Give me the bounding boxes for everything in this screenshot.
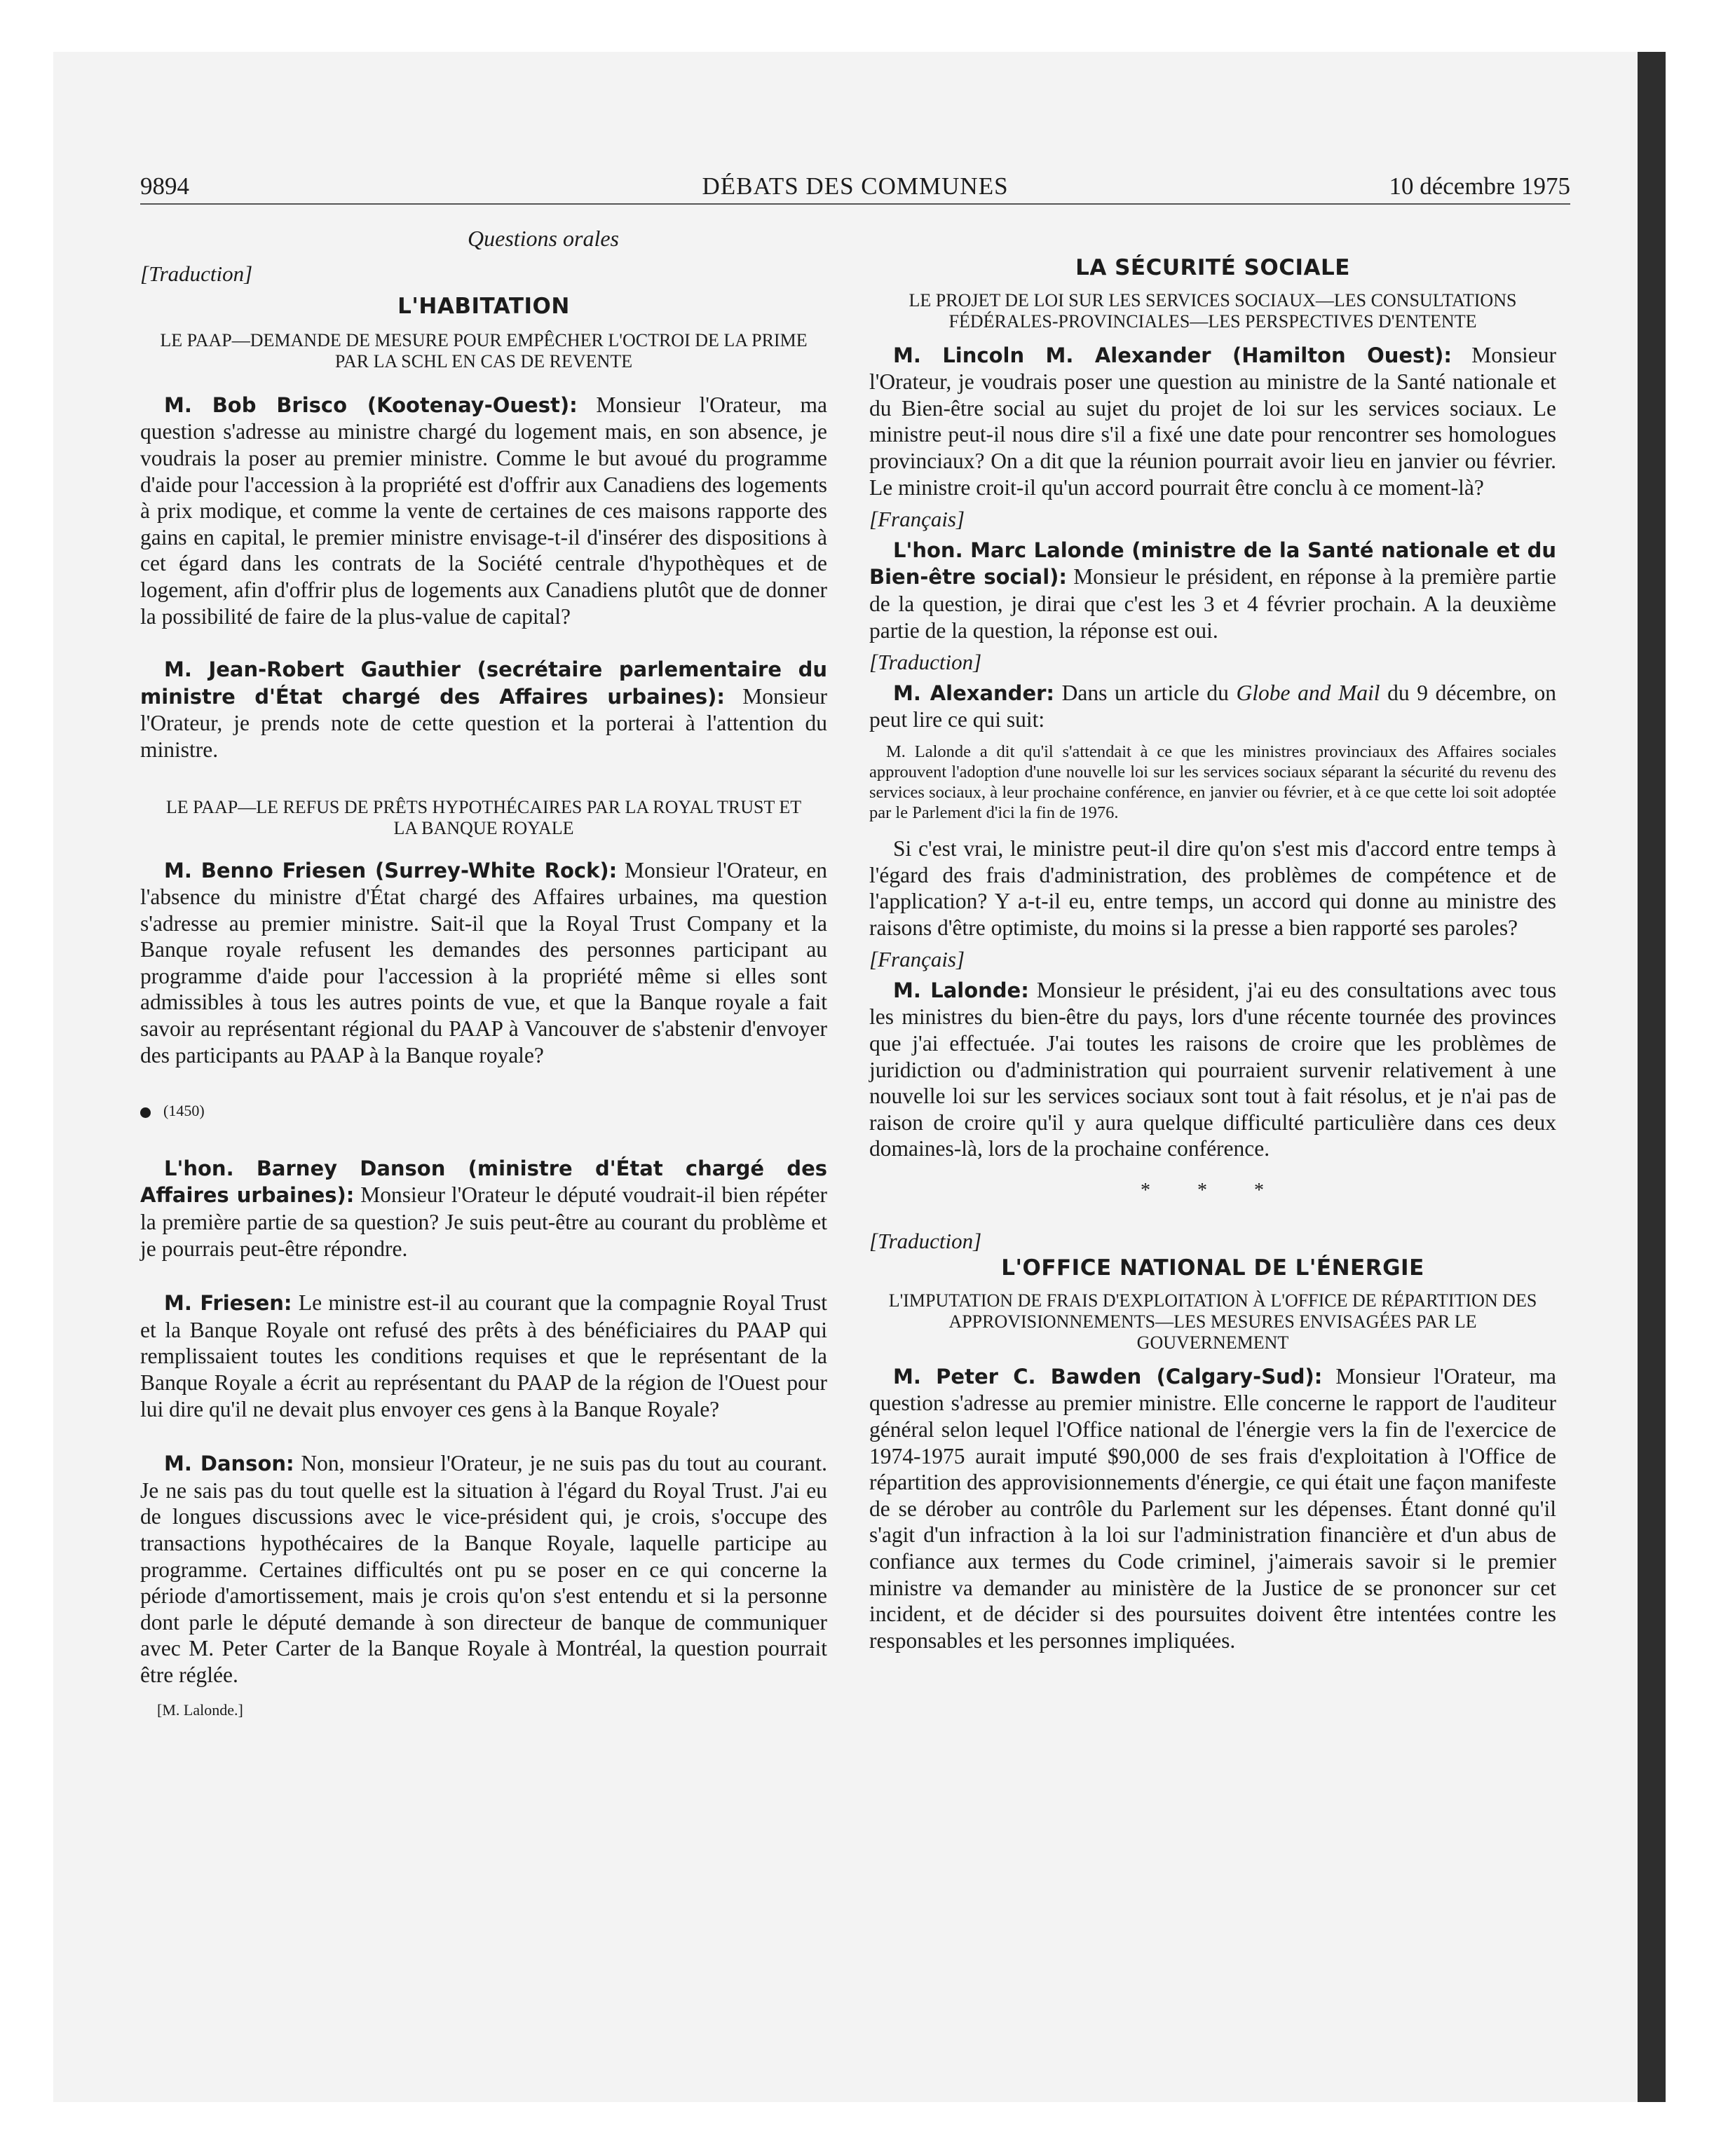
speech-text: Monsieur l'Orateur, ma question s'adresse au premier ministre. Elle concerne le rapport de l'auditeur général selon lequel l'Office national de l'énergie vers la fin de l'exercice de 1974-1975 aurait imputé $90,000 de ses frais d'exploitation à l'Office de répartition des approvisionnements d'énergie, ce qui était une façon manifeste de se dérober au contrôle du Parlement sur les dépenses. Étant donné qu'il s'agit d'un infraction à la loi sur l'administration financière et d'un abus de confiance aux termes du Code criminel, j'aimerais savoir si le premier ministre va demander au ministère de la Justice de se prononcer sur cet incident, et de décider si des poursuites doivent être intentées contre les responsables et les personnes impliquées. [869, 1363, 1556, 1653]
speaker-name: L'hon. Barney Danson (ministre d'État chargé des Affaires urbaines): [140, 1156, 827, 1208]
subheading-paap-prime: LE PAAP—DEMANDE DE MESURE POUR EMPÊCHER L'OCTROI DE LA PRIME PAR LA SCHL EN CAS DE REVENTE [160, 329, 808, 371]
speech-text: Dans un article du [1061, 680, 1229, 705]
page-number: 9894 [140, 172, 189, 200]
newspaper-name: Globe and Mail [1236, 680, 1380, 705]
speaker-name: M. Benno Friesen (Surrey-White Rock): [164, 858, 618, 882]
page-date: 10 décembre 1975 [1389, 172, 1570, 200]
left-column [140, 223, 827, 1723]
language-marker: [Français] [869, 507, 965, 532]
speech-danson-2 [140, 1450, 827, 1688]
header-rule [140, 203, 1570, 205]
speech-gauthier [140, 656, 827, 763]
speech-alexander [869, 342, 1556, 501]
speaker-name: M. Peter C. Bawden (Calgary-Sud): [893, 1364, 1323, 1389]
speaker-name: M. Alexander: [893, 681, 1055, 705]
scan-edge-bar [1638, 52, 1666, 2102]
language-marker: [Français] [869, 947, 965, 972]
speaker-name: M. Lincoln M. Alexander (Hamilton Ouest): [893, 343, 1452, 367]
speaker-name: M. Bob Brisco (Kootenay-Ouest): [164, 393, 578, 417]
translation-marker: [Traduction] [869, 1228, 982, 1253]
speaker-name: L'hon. Marc Lalonde (ministre de la Santé nationale et du Bien-être social): [869, 538, 1556, 589]
section-separator: * * * [1141, 1180, 1285, 1202]
speech-text: Monsieur l'Orateur, ma question s'adresse au ministre chargé du logement mais, en son absence, je voudrais la poser au premier ministre. Comme le but avoué du programme d'aide pour l'accession à la propriété est d'offrir aux Canadiens des logements à prix modique, et comme la vente de certaines de ces maisons rapporte des gains en capital, le premier ministre envisage-t-il d'insérer des dispositions à cet égard dans les contrats de la Société centrale d'hypothèques et de logement, afin d'offrir plus de logements aux Canadiens plutôt que de donner la possibilité de faire de la plus-value de capital? [140, 392, 827, 629]
subheading-services-sociaux: LE PROJET DE LOI SUR LES SERVICES SOCIAUX—LES CONSULTATIONS FÉDÉRALES-PROVINCIALES—LES PERSPECTIVES D'ENTENTE [909, 289, 1517, 332]
speech-text: du 9 décembre, on peut lire ce qui suit: [869, 680, 1557, 732]
speech-bawden [869, 1363, 1556, 1654]
right-column [869, 223, 1556, 1653]
publication-title: DÉBATS DES COMMUNES [702, 172, 1009, 200]
speech-text: Monsieur le président, en réponse à la première partie de la question, je dirai que c'est les 3 et 4 février prochain. A la deuxième partie de la question, la réponse est oui. [869, 564, 1556, 643]
translation-marker: [Traduction] [869, 650, 982, 675]
speech-text: Monsieur l'Orateur, je voudrais poser une question au ministre de la Santé nationale et du Bien-être social au sujet du projet de loi sur les services sociaux. Le ministre peut-il nous dire s'il a fixé une date pour rencontrer ses homologues provinciaux? On a dit que la réunion pourrait avoir lieu en janvier ou février. Le ministre croit-il qu'un accord pourrait être conclu à ce moment-là? [869, 342, 1557, 500]
speech-text: Monsieur l'Orateur le député voudrait-il bien répéter la première partie de sa question? Je suis peut-être au courant du problème et je pourrais peut-être répondre. [140, 1182, 828, 1261]
bullet-icon [140, 1107, 151, 1118]
speech-text: Monsieur l'Orateur, je prends note de cette question et la porterai à l'attention du ministre. [140, 683, 828, 762]
speaker-name: M. Jean-Robert Gauthier (secrétaire parlementaire du ministre d'État chargé des Affaires urbaines): [140, 657, 827, 709]
heading-securite-sociale: LA SÉCURITÉ SOCIALE [1075, 255, 1350, 280]
speech-alexander-3: Si c'est vrai, le ministre peut-il dire qu'on s'est mis d'accord entre temps à l'égard des frais d'administration, des problèmes de compétence et de l'application? Y a-t-il eu, entre temps, un accord qui donne au ministre des raisons d'être optimiste, du moins si la presse a bien rapporté ses paroles? [869, 835, 1556, 940]
speech-text: Le ministre est-il au courant que la compagnie Royal Trust et la Banque Royale ont refusé des prêts à des bénéficiaires du PAAP qui remplissaient toutes les conditions requises et que le représentant de la Banque Royale a écrit au représentant du PAAP de la région de l'Ouest pour lui dire qu'il ne devait plus envoyer ces gens à la Banque Royale? [140, 1290, 827, 1421]
speech-brisco [140, 392, 827, 629]
time-marker [140, 1098, 827, 1124]
speaker-name: M. Friesen: [164, 1291, 292, 1316]
speech-friesen-2 [140, 1290, 827, 1422]
speech-alexander-2 [869, 680, 1556, 733]
translation-marker: [Traduction] [140, 261, 253, 286]
time-label: (1450) [163, 1102, 205, 1120]
speaker-name: M. Danson: [164, 1452, 294, 1476]
speech-lalonde [869, 537, 1556, 643]
speech-danson [140, 1155, 827, 1262]
speech-friesen [140, 857, 827, 1069]
speaker-footnote: [M. Lalonde.] [157, 1700, 243, 1719]
speech-text: Monsieur le président, j'ai eu des consultations avec tous les ministres du bien-être du pays, lors d'une récente tournée des provinces que j'ai effectuée. J'ai toutes les raisons de croire que les problèmes de juridiction ou d'administration qui pourraient survenir relativement à une nouvelle loi sur les services sociaux sont tout à fait résolus, et je n'ai pas de raison de croire qu'il y aura quelque difficulté particulière dans ces deux domaines-là, lors de la prochaine conférence. [869, 977, 1556, 1161]
page-header [140, 172, 1570, 205]
speech-text: Non, monsieur l'Orateur, je ne suis pas du tout au courant. Je ne sais pas du tout quelle est la situation à l'égard du Royal Trust. J'ai eu de longues discussions avec le vice-président qui, je crois, s'occupe des transactions hypothécaires de la Banque Royale, laquelle participe au programme. Certaines difficultés ont pu se poser en ce qui concerne la période d'amortissement, mais je crois qu'on s'est entendu et si la personne dont parle le député demande à son directeur de banque de communiquer avec M. Peter Carter de la Banque Royale à Montréal, la question pourrait être réglée. [140, 1451, 827, 1687]
section-title: Questions orales [468, 226, 619, 251]
speech-text: Monsieur l'Orateur, en l'absence du ministre d'État chargé des Affaires urbaines, ma question s'adresse au premier ministre. Sait-il que la Royal Trust Company et la Banque royale refusent les demandes des personnes participant au programme d'aide pour l'accession à la propriété même si elles sont admissibles à tous les autres points de vue, et que la Banque royale a fait savoir au représentant régional du PAAP à Vancouver de s'abstenir d'envoyer des participants au PAAP à la Banque royale? [140, 857, 827, 1067]
subheading-paap-refus: LE PAAP—LE REFUS DE PRÊTS HYPOTHÉCAIRES PAR LA ROYAL TRUST ET LA BANQUE ROYALE [165, 796, 802, 838]
heading-office-energie: L'OFFICE NATIONAL DE L'ÉNERGIE [1001, 1255, 1424, 1281]
quoted-article: M. Lalonde a dit qu'il s'attendait à ce que les ministres provinciaux des Affaires sociales approuvent l'adoption d'une nouvelle loi sur les services sociaux séparant la sécurité du revenu des services sociaux, à leur prochaine conférence, en janvier ou février, et à ce que cette loi soit adoptée par le Parlement d'ici la fin de 1976. [869, 742, 1556, 822]
speaker-name: M. Lalonde: [893, 978, 1029, 1002]
subheading-imputation: L'IMPUTATION DE FRAIS D'EXPLOITATION À L'OFFICE DE RÉPARTITION DES APPROVISIONNEMENTS—LES MESURES ENVISAGÉES PAR LE GOUVERNEMENT [888, 1290, 1537, 1353]
speech-lalonde-2 [869, 977, 1556, 1162]
heading-habitation: L'HABITATION [397, 294, 570, 320]
